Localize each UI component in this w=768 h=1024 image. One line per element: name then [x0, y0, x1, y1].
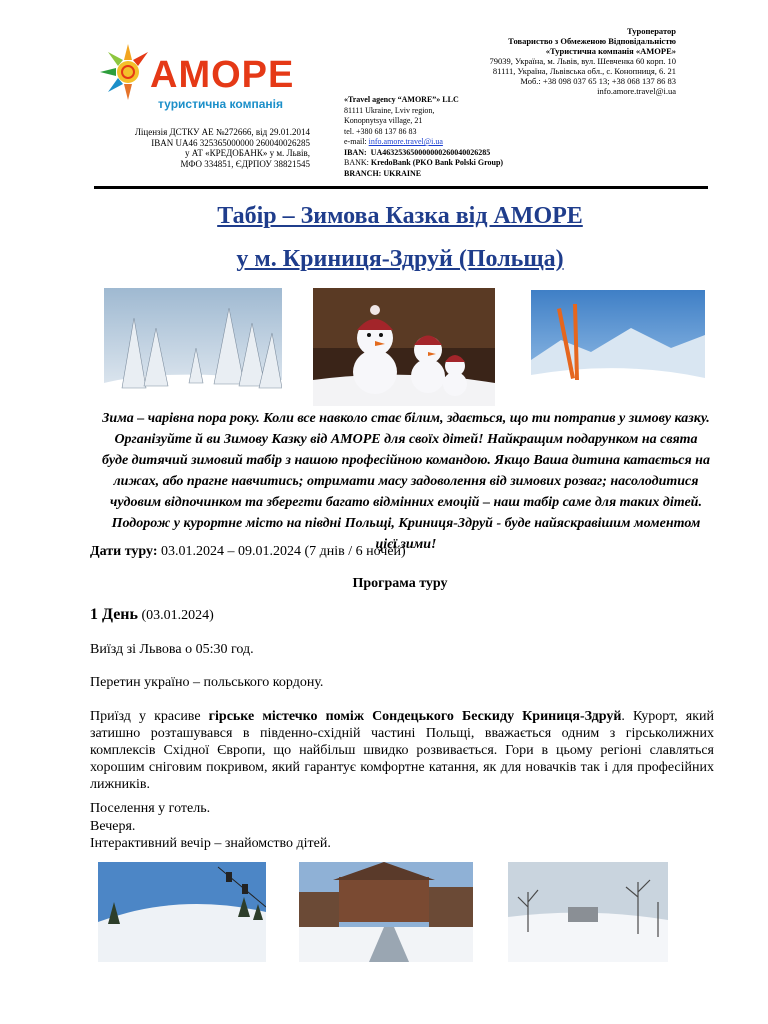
itinerary-evening: Інтерактивний вечір – знайомство дітей.	[90, 836, 331, 851]
agency-branch: BRANCH: UKRAINE	[344, 168, 422, 178]
operator-line: Товариство з Обмеженою Відповідальністю	[508, 36, 676, 46]
agency-contacts	[344, 95, 503, 179]
photo-snowy-forest	[104, 288, 282, 406]
arrival-text-bold: гірське містечко поміж Сондецького Бескиду Криниця-Здруй	[208, 709, 622, 724]
agency-bank-row	[344, 158, 503, 169]
license-line: у АТ «КРЕДОБАНК» у м. Львів,	[184, 148, 310, 158]
agency-name: «Travel agency “AMORE”» LLC	[344, 95, 459, 104]
itinerary-dinner: Вечеря.	[90, 819, 136, 834]
photo-ski-slope	[98, 862, 266, 962]
agency-address-2: Konopnytsya village, 21	[344, 116, 423, 125]
agency-email-row	[344, 137, 503, 148]
tour-operator-info	[346, 26, 676, 96]
iban-label: IBAN:	[344, 147, 367, 157]
itinerary-border: Перетин україно – польського кордону.	[90, 675, 324, 690]
dates-label: Дати туру:	[90, 544, 158, 559]
itinerary-departure: Виїзд зі Львова о 05:30 год.	[90, 642, 254, 657]
arrival-text-end: . Курорт, який затишно розташувався в південно-східній частині Польщі, вважається одним з гірськолижних комплексів Східної Європи, що найбільш швидко розвивається. Гори в цьому регіоні славляться хорошим сніговим покривом, який гарантує комфортне катання, як для новачків так і для професійних лижників.	[90, 709, 714, 792]
operator-line: Моб.: +38 098 037 65 13; +38 068 137 86 83	[520, 76, 676, 86]
agency-tel: tel. +380 68 137 86 83	[344, 126, 417, 136]
agency-address-1: 81111 Ukraine, Lviv region,	[344, 105, 435, 115]
page-title: Табір – Зимова Казка від АМОРЕ	[217, 203, 583, 229]
day-heading	[90, 606, 214, 624]
license-info	[110, 127, 310, 169]
bank-label: BANK:	[344, 158, 369, 167]
photo-skis-mountains	[531, 290, 705, 406]
photo-snowmen	[313, 288, 495, 406]
page-subtitle: у м. Криниця-Здруй (Польща)	[236, 246, 564, 272]
day-date: (03.01.2024)	[137, 608, 214, 623]
operator-line: Туроператор	[627, 26, 676, 36]
operator-line: 79039, Україна, м. Львів, вул. Шевченка 60 корп. 10	[489, 56, 676, 66]
logo-subtitle: туристична компанія	[158, 97, 283, 111]
itinerary-hotel: Поселення у готель.	[90, 801, 211, 816]
license-line: МФО 334851, ЄДРПОУ 38821545	[180, 158, 310, 169]
operator-line: 81111, Україна, Львівська обл., с. Конопниця, 6. 21	[492, 66, 676, 76]
operator-line: info.amore.travel@i.ua	[597, 86, 676, 96]
header-divider	[94, 186, 708, 189]
agency-iban-row	[344, 148, 503, 159]
email-link[interactable]: info.amore.travel@i.ua	[368, 137, 443, 146]
bank-value: KredoBank (PKO Bank Polski Group)	[370, 158, 504, 167]
program-heading: Програма туру	[352, 576, 448, 591]
photo-snowy-park	[508, 862, 668, 962]
itinerary-arrival	[90, 708, 714, 793]
email-label: e-mail:	[344, 137, 367, 146]
license-line: IBAN UA46 325365000000 260040026285	[151, 137, 310, 148]
iban-value: UA463253650000000260040026285	[370, 147, 491, 157]
intro-paragraph: Зима – чарівна пора року. Коли все навколо стає білим, здається, що ти потрапив у зимову казку. Організуйте й ви Зимову Казку від АМОРЕ для своїх дітей! Найкращим подарунком на свята буде дитячий зимовий табір з нашою професійною командою. Якщо Ваша дитина катається на лижах, або прагне навчитись; отримати масу задоволення від зимових розваг; насолодитися чудовим відпочинком та зберегти багато відмінних емоцій – наш табір саме для таких дітей. Подорож у курортне місто на півдні Польщі, Криниця-Здруй - буде найяскравішим моментом цієї зими!	[102, 411, 710, 552]
logo-wordmark: AMOPE	[150, 54, 295, 96]
tour-dates	[90, 544, 406, 560]
day-label: 1 День	[90, 606, 138, 623]
photo-winter-town	[299, 862, 473, 962]
dates-value: 03.01.2024 – 09.01.2024 (7 днів / 6 ночей)	[157, 544, 406, 559]
arrival-text-start: Приїзд у красиве	[90, 709, 209, 724]
license-line: Ліцензія ДСТКУ АЕ №272666, від 29.01.2014	[134, 127, 310, 137]
operator-line: «Туристична компанія «АМОРЕ»	[545, 46, 676, 56]
